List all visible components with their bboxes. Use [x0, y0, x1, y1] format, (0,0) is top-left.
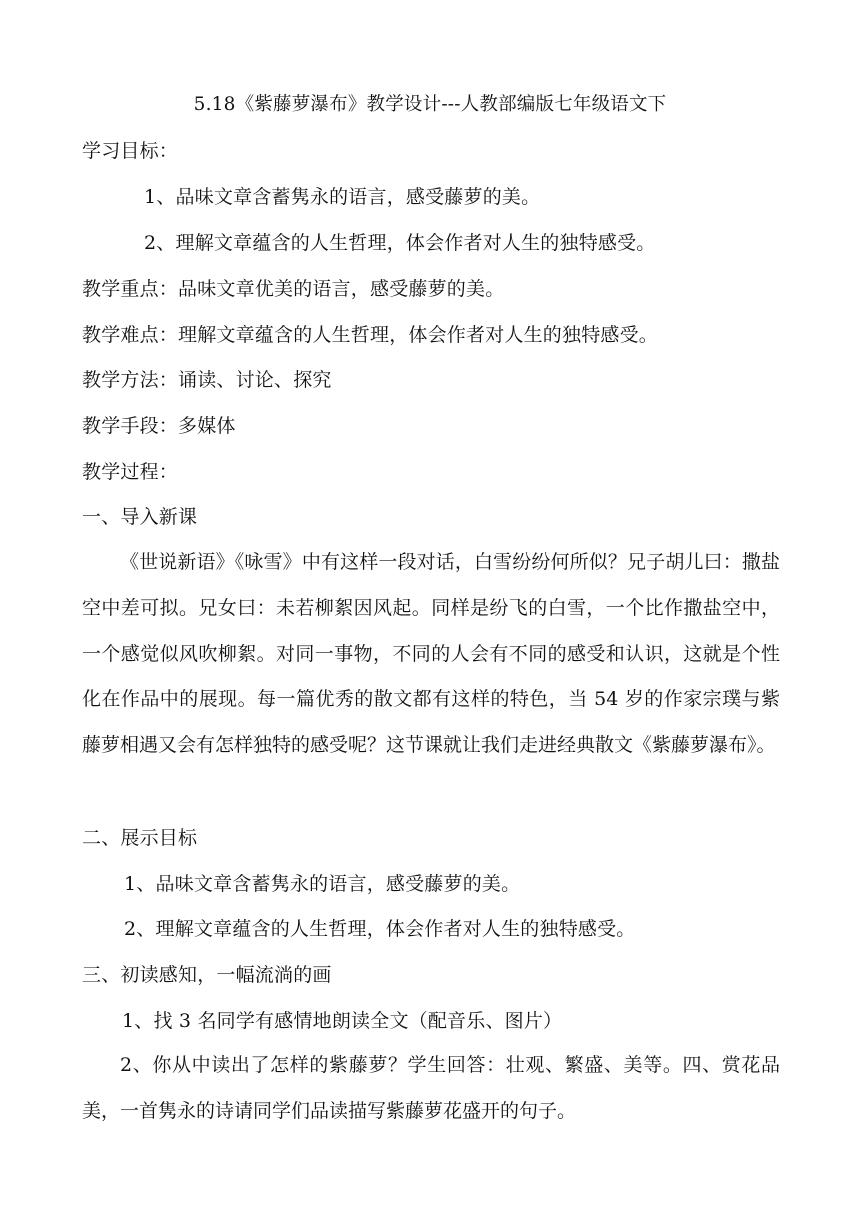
- teaching-method: 教学方法：诵读、讨论、探究: [82, 369, 332, 391]
- section1-heading: 一、导入新课: [82, 506, 198, 528]
- difficulty: 教学难点：理解文章蕴含的人生哲理，体会作者对人生的独特感受。: [82, 324, 659, 346]
- section1-paragraph: 《世说新语》《咏雪》中有这样一段对话，白雪纷纷何所似？兄子胡儿曰：撒盐空中差可拟。兄女曰：未若柳絮因风起。同样是纷飞的白雪，一个比作撒盐空中，一个感觉似风吹柳絮。对同一事物，不同的人会有不同的感受和认识，这就是个性化在作品中的展现。每一篇优秀的散文都有这样的特色，当 54 岁的作家宗璞与紫藤萝相遇又会有怎样独特的感受呢？这节课就让我们走进经典散文《紫藤萝瀑布》。: [82, 551, 780, 757]
- teaching-means: 教学手段：多媒体: [82, 415, 236, 437]
- section3-item-2: 2、你从中读出了怎样的紫藤萝？学生回答：壮观、繁盛、美等。四、赏花品美，一首隽永的诗请同学们品读描写紫藤萝花盛开的句子。: [82, 1054, 780, 1122]
- document-title: 5.18《紫藤萝瀑布》教学设计---人教部编版七年级语文下: [193, 94, 667, 115]
- section2-item-2: 2、理解文章蕴含的人生哲理，体会作者对人生的独特感受。: [124, 918, 636, 940]
- goal-item-2: 2、理解文章蕴含的人生哲理，体会作者对人生的独特感受。: [144, 232, 656, 254]
- key-point: 教学重点：品味文章优美的语言，感受藤萝的美。: [82, 278, 505, 300]
- process-heading: 教学过程：: [82, 461, 179, 483]
- section3-item-1: 1、找 3 名同学有感情地朗读全文（配音乐、图片）: [122, 1010, 563, 1032]
- goal-item-1: 1、品味文章含蓄隽永的语言，感受藤萝的美。: [144, 186, 541, 208]
- section2-item-1: 1、品味文章含蓄隽永的语言，感受藤萝的美。: [124, 873, 521, 895]
- goals-heading: 学习目标：: [82, 140, 179, 162]
- section3-heading: 三、初读感知，一幅流淌的画: [82, 964, 332, 986]
- section2-heading: 二、展示目标: [82, 827, 198, 849]
